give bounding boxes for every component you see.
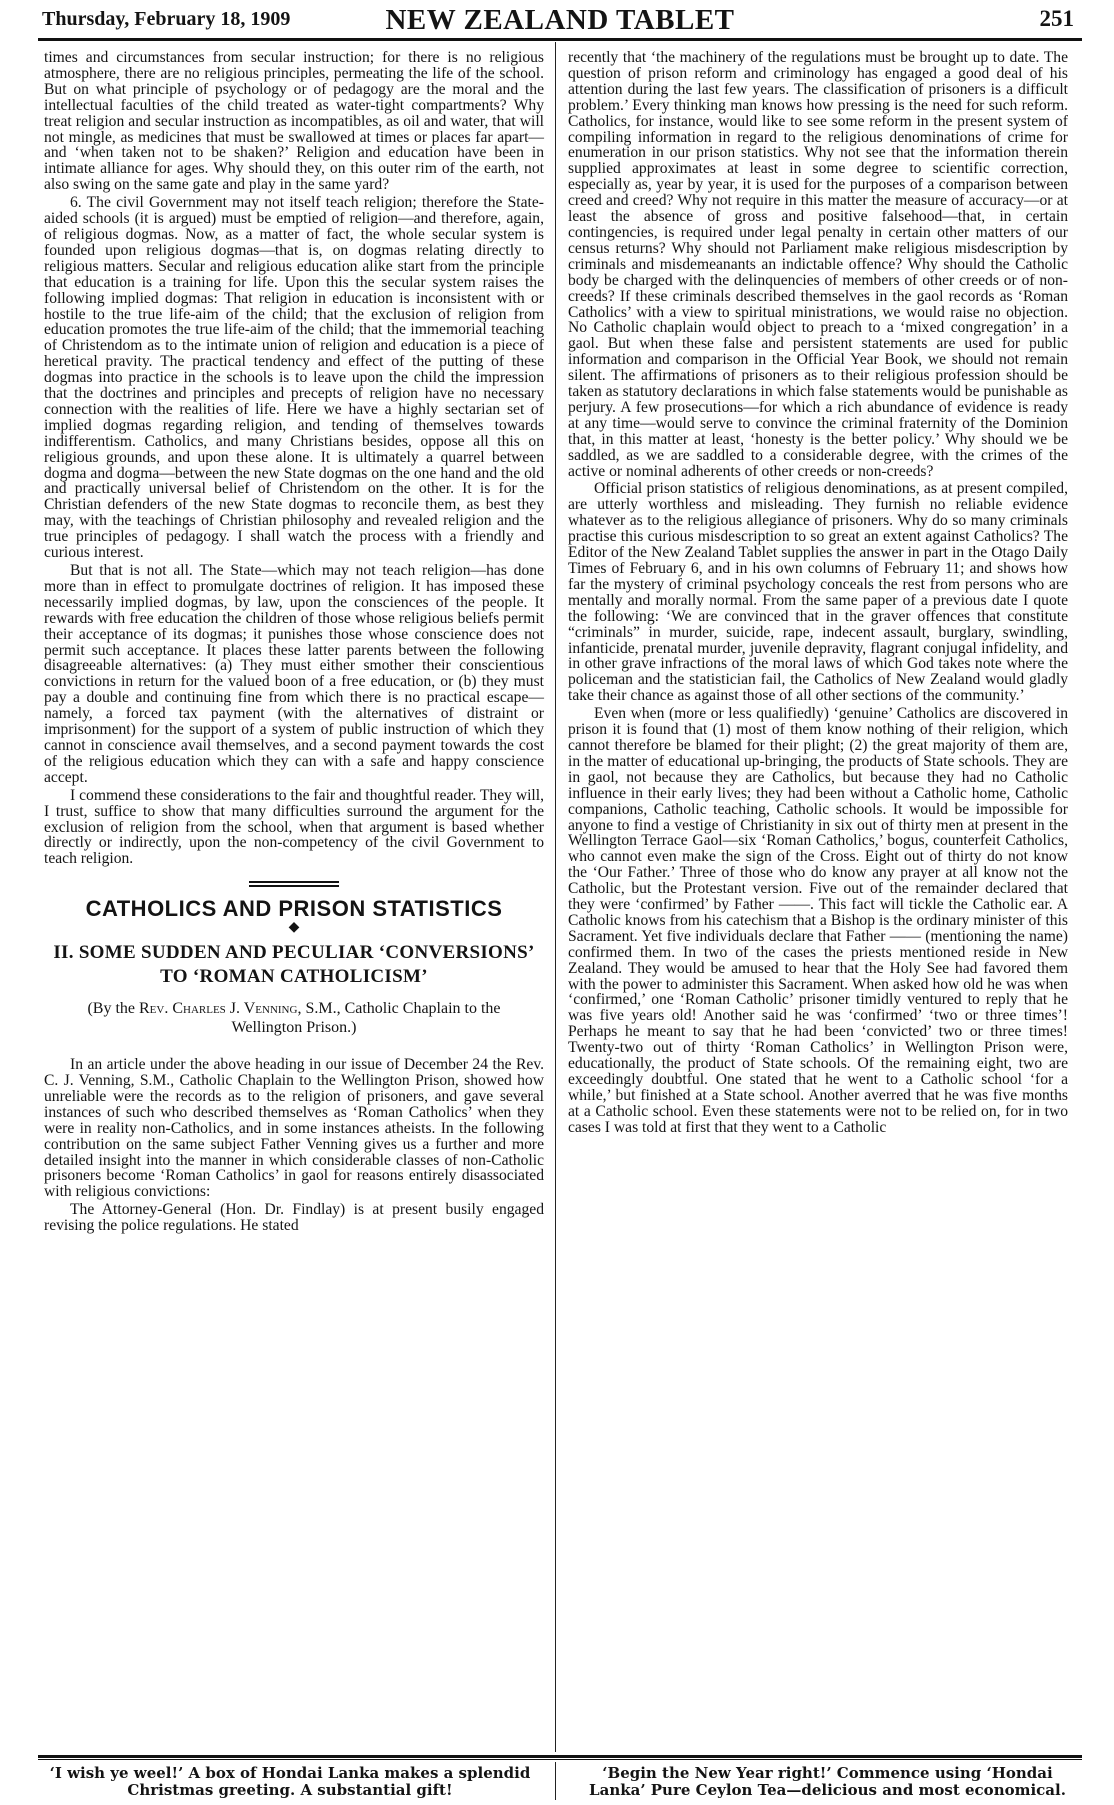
paragraph: Official prison statistics of religious denominations, as at present compiled, are utterly worthless and misleading. They furnish no reliable evidence whatever as to the religious allegiance of prisoners. Why do so many criminals practise this curious misdescription to so great an extent against Catholics? The Editor of the New Zealand Tablet supplies the answer in part in the Otago Daily Times of February 6, and in his own columns of February 11; and shows how far the mystery of criminal psychology conceals the rest from persons who are mentally and morally normal. From the same paper of a previous date I quote the following: ‘We are convinced that in the graver offences that constitute “criminals” in murder, suicide, rape, indecent assault, burglary, swindling, infanticide, prenatal murder, juvenile depravity, flagrant conjugal infidelity, and in other grave infractions of the moral laws of which God takes note where the policeman and the statistician fail, the Catholics of New Zealand would gladly take their chance as against those of all other sections of the community.’ — [568, 480, 1068, 705]
article-paragraph: The Attorney-General (Hon. Dr. Findlay) is at present busily engaged revising the police regulations. He stated — [44, 1201, 544, 1235]
footer-rule — [38, 1755, 1082, 1758]
advert-left: ‘I wish ye weel!’ A box of Hondai Lanka makes a splendid Christmas greeting. A substantial gift! — [49, 1764, 531, 1799]
header-rule — [38, 38, 1082, 41]
byline — [54, 999, 534, 1037]
paragraph: I commend these considerations to the fair and thoughtful reader. They will, I trust, suffice to show that many difficulties surround the argument for the exclusion of religion from the school, when that argument is based whether directly or indirectly, upon the non-competency of the civil Government to teach religion. — [44, 786, 544, 868]
byline-suffix: , S.M., Catholic Chaplain to the Wellington Prison.) — [231, 1000, 501, 1037]
right-column — [568, 50, 1068, 1138]
masthead-title: NEW ZEALAND TABLET — [385, 4, 735, 36]
advert-right: ‘Begin the New Year right!’ Commence using ‘Hondai Lanka’ Pure Ceylon Tea—delicious and most economical. — [589, 1764, 1066, 1799]
byline-author: Rev. Charles J. Venning — [139, 1000, 298, 1018]
column-divider — [555, 42, 556, 1752]
paragraph: Even when (more or less qualifiedly) ‘genuine’ Catholics are discovered in prison it is found that (1) most of them know nothing of their religion, which cannot therefore be blamed for their plight; (2) the great majority of them are, in the matter of educational up-bringing, the products of State schools. They are in gaol, not because they are Catholics, but because they had no Catholic influence in their early lives; they had been without a Catholic home, Catholic companions, Catholic teaching, Catholic schools. It would be impossible for anyone to find a vestige of Christianity in six out of thirty men at present in the Wellington Terrace Gaol—six ‘Roman Catholics,’ bogus, counterfeit Catholics, who cannot even make the sign of the Cross. Eight out of thirty do not know the ‘Our Father.’ Three of those who do know any prayer at all know not the Catholic, but the Protestant version. Five out of the remainder declared that they were ‘confirmed’ by Father ——. This fact will tickle the Catholic ear. A Catholic knows from his catechism that a Bishop is the ordinary minister of this Sacrament. Yet five individuals declare that Father —— (mentioning the name) confirmed them. In two of the cases the priests mentioned reside in New Zealand. They would be amused to hear that the Holy See had favored them with the power to administer this Sacrament. When asked how old he was when ‘confirmed,’ one ‘Roman Catholic’ prisoner timidly ventured to reply that he was five years old! Another said he was ‘confirmed’ ‘two or three times’! Perhaps he meant to say that he had been ‘convicted’ two or three times! Twenty-two out of thirty ‘Roman Catholics’ in Wellington Prison were, educationally, the product of State schools. Of the remaining eight, two are exceedingly doubtful. One stated that he went to a Catholic school ‘for a while,’ but finished at a State school. Another averred that he was five months at a Catholic school. Even these statements were not to be relied on, for in two cases I was told at first that they went to a Catholic — [568, 705, 1068, 1136]
footer-divider — [555, 1762, 556, 1800]
paragraph: But that is not all. The State—which may not teach religion—has done more than in effect to promulgate doctrines of religion. It has imposed these necessarily implied dogmas, by law, upon the consciences of the people. It rewards with free education the children of those whose religious beliefs permit their acceptance of its dogmas; it punishes those whose conscience does not permit such acceptance. It places these latter parents between the following disagreeable alternatives: (a) They must either smother their conscientious convictions in return for the valued boon of a free education, or (b) they must pay a double and continuing fine from which there is no practical escape—namely, a forced tax payment (with the alternatives of distraint or imprisonment) for the support of a system of public instruction of which they cannot in conscience avail themselves, and a second payment towards the cost of the religious education which they can with a safe and happy conscience accept. — [44, 562, 544, 786]
byline-prefix: (By the — [87, 1000, 139, 1018]
section-divider — [249, 881, 339, 887]
footer-rule-thin — [38, 1759, 1082, 1760]
section-title: CATHOLICS AND PRISON STATISTICS — [85, 896, 503, 922]
paragraph: times and circumstances from secular instruction; for there is no religious atmosphere, there are no religious principles, permeating the life of the school. But on what principle of psychology or of pedagogy are the moral and the intellectual faculties of the child treated as water-tight compartments? Why treat religion and secular instruction as incompatibles, as oil and water, that will not mingle, as medicines that must be swallowed at times or places far apart—and ‘when taken not to be shaken?’ Religion and education have been in intimate alliance for ages. Why should they, on this outer rim of the earth, not also swing on the same gate and play in the same yard? — [44, 49, 544, 194]
paragraph: recently that ‘the machinery of the regulations must be brought up to date. The question of prison reform and criminology has engaged a good deal of his attention during the last few years. The classification of prisoners is a difficult problem.’ Every thinking man knows how pressing is the need for such reform. Catholics, for instance, would like to see some reform in the present system of compiling information in regard to the religious denominations of crime for enumeration in our prison statistics. Why not see that the information therein supplied approximates at least in some degree to scientific correction, especially as, year by year, it is used for the purposes of a comparison between creed and creed? Why not require in this matter the measure of accuracy—or at least the absence of gross and positive falsehood—that, in certain contingencies, is required under legal penalty in certain other matters of our census returns? Why should not Parliament make religious misdescription by criminals and misdemeanants an indictable offence? Why should the Catholic body be charged with the delinquencies of members of other creeds or of non-creeds? If these criminals described themselves in the gaol records as ‘Roman Catholics’ with a view to spiritual ministrations, we would raise no objection. No Catholic chaplain would object to preach to a ‘mixed congregation’ in a gaol. But when these false and persistent statements are used for public information and comparison in the Official Year Book, we should not remain silent. The affirmations of prisoners as to their religious profession should be taken as statutory declarations in which false statements would be punishable as perjury. A few prosecutions—for which a rich abundance of evidence is ready at any time—would serve to convince the criminal fraternity of the Dominion that, in this matter at least, ‘honesty is the better policy.’ Why should we be saddled, as we are saddled to a considerable degree, with the crimes of the active or nominal adherents of other creeds or non-creeds? — [568, 49, 1068, 480]
page-header — [38, 6, 1082, 36]
paragraph: 6. The civil Government may not itself teach religion; therefore the State-aided schools (it is argued) must be emptied of religion—and therefore, again, of religious dogmas. Now, as a matter of fact, the whole secular system is founded upon religious dogmas—that is, on dogmas relating directly to religious matters. Secular and religious education alike start from the principle that education is a training for life. Upon this the secular system raises the following implied dogmas: That religion in education is inconsistent with or hostile to the true life-aim of the child; that the exclusion of religion from education promotes the true life-aim of the child; that the immemorial teaching of Christendom as to the intimate union of religion and education is a piece of heretical pravity. The practical tendency and effect of the putting of these dogmas into practice in the schools is to leave upon the child the impression that the doctrines and principles and precepts of religion have no necessary connection with the realities of life. Here we have a highly sectarian set of implied dogmas regarding religion, and tending of themselves towards indifferentism. Catholics, and many Christians besides, oppose all this on religious grounds, and upon these alone. It is ultimately a quarrel between dogma and dogma—between the new State dogmas on the one hand and the old and practically universal belief of Christendom on the other. It is for the Christian defenders of the new State dogmas to reconcile them, as best they may, with the teachings of Christian philosophy and revealed religion and the true principles of pedagogy. I shall watch the process with a friendly and curious interest. — [44, 194, 544, 562]
page-number: 251 — [1039, 6, 1074, 31]
article-paragraph: In an article under the above heading in our issue of December 24 the Rev. C. J. Venning, S.M., Catholic Chaplain to the Wellington Prison, showed how unreliable were the records as to the religion of prisoners, and gave several instances of such who described themselves as ‘Roman Catholics’ when they were in reality non-Catholics, and in some instances atheists. In the following contribution on the same subject Father Venning gives us a further and more detailed insight into the manner in which considerable classes of non-Catholic prisoners become ‘Roman Catholics’ in gaol for reasons entirely disassociated with religious convictions: — [44, 1056, 544, 1201]
issue-date: Thursday, February 18, 1909 — [42, 8, 291, 30]
section-ornament: ◆ — [288, 920, 300, 936]
left-column — [44, 50, 544, 1236]
section-subtitle: II. SOME SUDDEN AND PECULIAR ‘CONVERSIONS’ TO ‘ROMAN CATHOLICISM’ — [53, 942, 535, 988]
